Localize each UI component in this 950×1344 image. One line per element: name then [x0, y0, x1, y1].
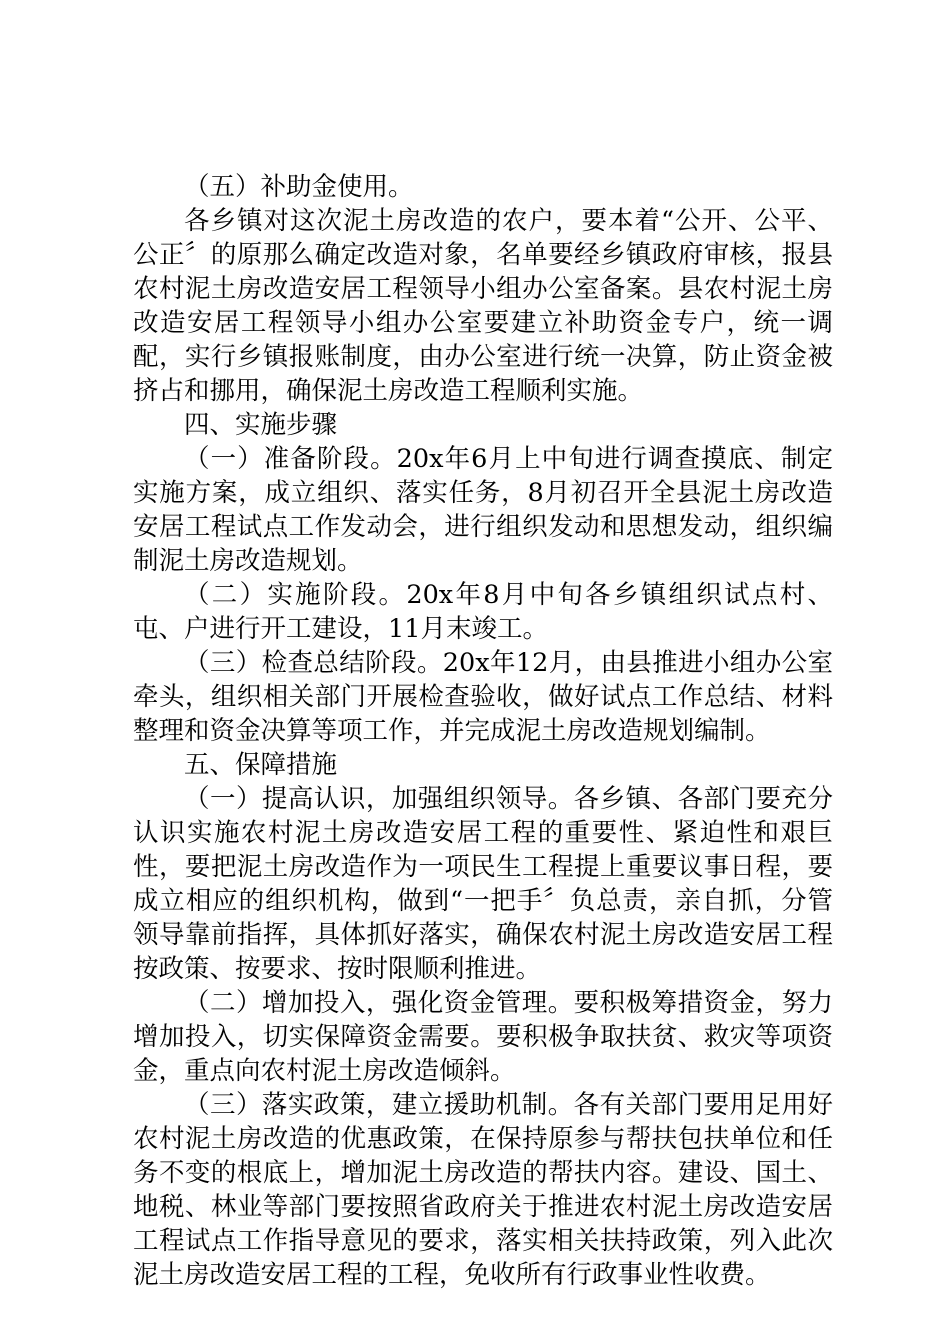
- section-heading-implementation-steps: 四、实施步骤: [184, 410, 338, 440]
- paragraph-implementation-stage: （二）实施阶段。20x年8月中旬各乡镇组织试点村、屯、户进行开工建设，11月末竣工。: [133, 580, 833, 644]
- subsection-heading-subsidy-use: （五）补助金使用。: [184, 172, 414, 202]
- paragraph-preparation-stage: （一）准备阶段。20x年6月上中旬进行调查摸底、制定实施方案，成立组织、落实任务，8月初召开全县泥土房改造安居工程试点工作发动会，进行组织发动和思想发动，组织编制泥土房改造规划。: [133, 444, 833, 576]
- paragraph-inspection-stage: （三）检查总结阶段。20x年12月，由县推进小组办公室牵头，组织相关部门开展检查验收，做好试点工作总结、材料整理和资金决算等项工作，并完成泥土房改造规划编制。: [133, 648, 833, 746]
- paragraph-implement-policies: （三）落实政策，建立援助机制。各有关部门要用足用好农村泥土房改造的优惠政策，在保持原参与帮扶包扶单位和任务不变的根底上，增加泥土房改造的帮扶内容。建设、国土、地税、林业等部门要按照省政府关于推进农村泥土房改造安居工程试点工作指导意见的要求，落实相关扶持政策，列入此次泥土房改造安居工程的工程，免收所有行政事业性收费。: [133, 1090, 833, 1290]
- document-body: [133, 170, 833, 1292]
- paragraph-increase-investment: （二）增加投入，强化资金管理。要积极筹措资金，努力增加投入，切实保障资金需要。要积极争取扶贫、救灾等项资金，重点向农村泥土房改造倾斜。: [133, 988, 833, 1086]
- section-heading-safeguard-measures: 五、保障措施: [184, 750, 338, 780]
- paragraph-subsidy-management: 各乡镇对这次泥土房改造的农户，要本着“公开、公平、公正〞的原那么确定改造对象，名单要经乡镇政府审核，报县农村泥土房改造安居工程领导小组办公室备案。县农村泥土房改造安居工程领导小组办公室要建立补助资金专户，统一调配，实行乡镇报账制度，由办公室进行统一决算，防止资金被挤占和挪用，确保泥土房改造工程顺利实施。: [133, 206, 833, 406]
- paragraph-raise-awareness: （一）提高认识，加强组织领导。各乡镇、各部门要充分认识实施农村泥土房改造安居工程的重要性、紧迫性和艰巨性，要把泥土房改造作为一项民生工程提上重要议事日程，要成立相应的组织机构，做到“一把手〞负总责，亲自抓，分管领导靠前指挥，具体抓好落实，确保农村泥土房改造安居工程按政策、按要求、按时限顺利推进。: [133, 784, 833, 984]
